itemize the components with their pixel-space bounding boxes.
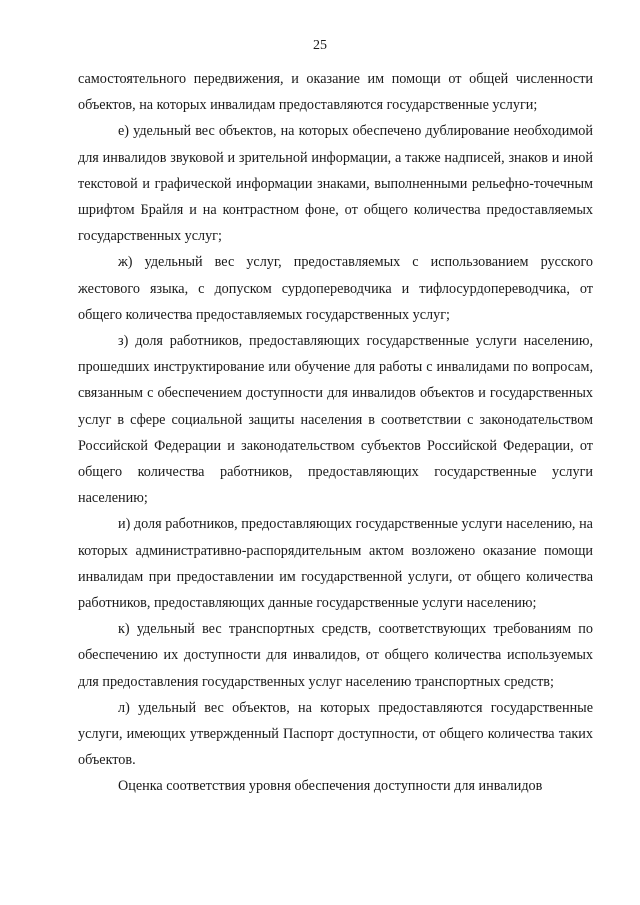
paragraph-item-k: к) удельный вес транспортных средств, соответствующих требованиям по обеспечению их доступности для инвалидов, от общего количества используемых для предоставления государственных услуг населению транспортных средств; bbox=[78, 621, 593, 690]
paragraph-continuation: самостоятельного передвижения, и оказание им помощи от общей численности объектов, на которых инвалидам предоставляются государственные услуги; bbox=[78, 71, 593, 114]
document-body bbox=[78, 66, 593, 800]
paragraph-item-i: и) доля работников, предоставляющих государственные услуги населению, на которых административно-распорядительным актом возложено оказание помощи инвалидам при предоставлении им государственной услуги, от общего количества работников, предоставляющих данные государственные услуги населению; bbox=[78, 516, 593, 612]
paragraph-item-zh: ж) удельный вес услуг, предоставляемых с использованием русского жестового языка, с допуском сурдопереводчика и тифлосурдопереводчика, от общего количества предоставляемых государственных услуг; bbox=[78, 254, 593, 323]
paragraph-item-e: е) удельный вес объектов, на которых обеспечено дублирование необходимой для инвалидов звуковой и зрительной информации, а также надписей, знаков и иной текстовой и графической информации знаками, выполненными рельефно-точечным шрифтом Брайля и на контрастном фоне, от общего количества предоставляемых государственных услуг; bbox=[78, 123, 593, 245]
paragraph-item-z: з) доля работников, предоставляющих государственные услуги населению, прошедших инструктирование или обучение для работы с инвалидами по вопросам, связанным с обеспечением доступности для инвалидов объектов и государственных услуг в сфере социальной защиты населения в соответствии с законодательством Российской Федерации и законодательством субъектов Российской Федерации, от общего количества работников, предоставляющих государственные услуги населению; bbox=[78, 333, 593, 507]
paragraph-item-l: л) удельный вес объектов, на которых предоставляются государственные услуги, имеющих утвержденный Паспорт доступности, от общего количества таких объектов. bbox=[78, 699, 593, 769]
paragraph-assessment: Оценка соответствия уровня обеспечения доступности для инвалидов bbox=[118, 778, 543, 795]
page-number: 25 bbox=[313, 38, 327, 53]
